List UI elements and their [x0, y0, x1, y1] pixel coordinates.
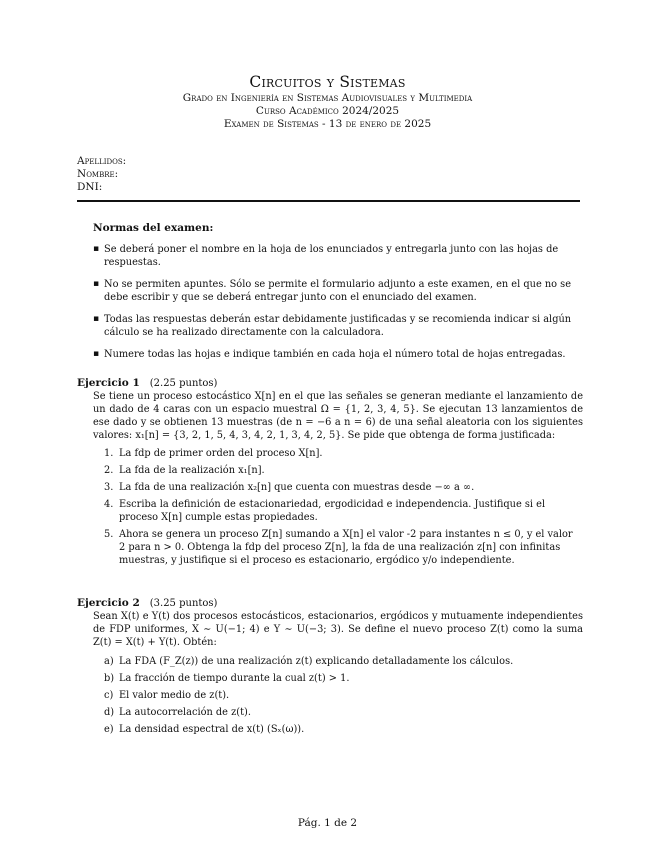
course-title: Circuitos y Sistemas [249, 73, 406, 91]
exam-rules-list [93, 243, 583, 370]
exercise-2-items [104, 655, 580, 740]
dni-field-label: DNI: [77, 181, 103, 193]
exercise-1-statement: Se tiene un proceso estocástico X[n] en el que las señales se generan mediante el lanzamiento de un dado de 4 caras con un espacio muestral Ω = {1, 2, 3, 4, 5}. Se ejecutan 13 lanzamientos de ese dado y se obtienen 13 muestras (de n = −6 a n = 6) de una señal aleatoria con los siguientes valores: x₁[n] = {3, 2, 1, 5, 4, 3, 4, 2, 1, 3, 4, 2, 5}. Se pide que obtenga de forma justificada: [93, 391, 583, 441]
exam-rules-title: Normas del examen: [93, 222, 214, 234]
exercise-2-item: d) La autocorrelación de z(t). [104, 707, 251, 718]
academic-year-line: Curso Académico 2024/2025 [255, 105, 400, 117]
exercise-1-item: 4. Escriba la definición de estacionariedad, ergodicidad e independencia. Justifique si el proceso X[n] cumple estas propiedades. [104, 499, 546, 523]
rule-item: ▪ Todas las respuestas deberán estar debidamente justificadas y se recomienda indicar si algún cálculo se ha realizado directamente con la calculadora. [93, 313, 583, 339]
exercise-2-label: Ejercicio 2 [77, 597, 140, 609]
exercise-1-items [104, 447, 580, 571]
student-fields [77, 155, 126, 194]
exercise-1-item: 3. La fda de una realización x₂[n] que cuenta con muestras desde −∞ a ∞. [104, 482, 475, 493]
exercise-2-item: b) La fracción de tiempo durante la cual z(t) > 1. [104, 673, 350, 684]
exercise-1-item: 1. La fdp de primer orden del proceso X[n]. [104, 448, 323, 459]
exercise-1-item: 2. La fda de la realización x₁[n]. [104, 465, 265, 476]
name-field-label: Nombre: [77, 168, 119, 180]
page-number: Pág. 1 de 2 [297, 817, 358, 829]
rule-item: ▪ Numere todas las hojas e indique también en cada hoja el número total de hojas entregadas. [93, 348, 583, 361]
rule-item: ▪ No se permiten apuntes. Sólo se permite el formulario adjunto a este examen, en el que no se debe escribir y que se deberá entregar junto con el enunciado del examen. [93, 278, 583, 304]
horizontal-rule [77, 200, 580, 202]
exercise-2-heading [77, 597, 217, 609]
surname-field-label: Apellidos: [77, 155, 127, 167]
exercise-2-statement: Sean X(t) e Y(t) dos procesos estocásticos, estacionarios, ergódicos y mutuamente independientes de FDP uniformes, X ∼ U(−1; 4) e Y ∼ U(−3; 3). Se define el nuevo proceso Z(t) como la suma Z(t) = X(t) + Y(t). Obtén: [93, 611, 583, 648]
exercise-1-item: 5. Ahora se genera un proceso Z[n] sumando a X[n] el valor -2 para instantes n ≤ 0, y el valor 2 para n > 0. Obtenga la fdp del proceso Z[n], la fda de una realización z[n] con infinitas muestras, y justifique si el proceso es estacionario, ergódico y/o independiente. [104, 529, 573, 566]
exam-line: Examen de Sistemas - 13 de enero de 2025 [223, 118, 432, 130]
degree-line: Grado en Ingeniería en Sistemas Audiovisuales y Multimedia [182, 92, 473, 104]
rule-item: ▪ Se deberá poner el nombre en la hoja de los enunciados y entregarla junto con las hojas de respuestas. [93, 243, 583, 269]
exercise-2-item: e) La densidad espectral de x(t) (Sₓ(ω)). [104, 724, 305, 735]
exercise-1-heading [77, 377, 217, 389]
exercise-2-item: c) El valor medio de z(t). [104, 690, 230, 701]
exercise-2-points: (3.25 puntos) [149, 598, 218, 609]
exercise-1-label: Ejercicio 1 [77, 377, 140, 389]
exercise-2-item: a) La FDA (F_Z(z)) de una realización z(t) explicando detalladamente los cálculos. [104, 656, 514, 667]
exercise-1-points: (2.25 puntos) [149, 378, 218, 389]
